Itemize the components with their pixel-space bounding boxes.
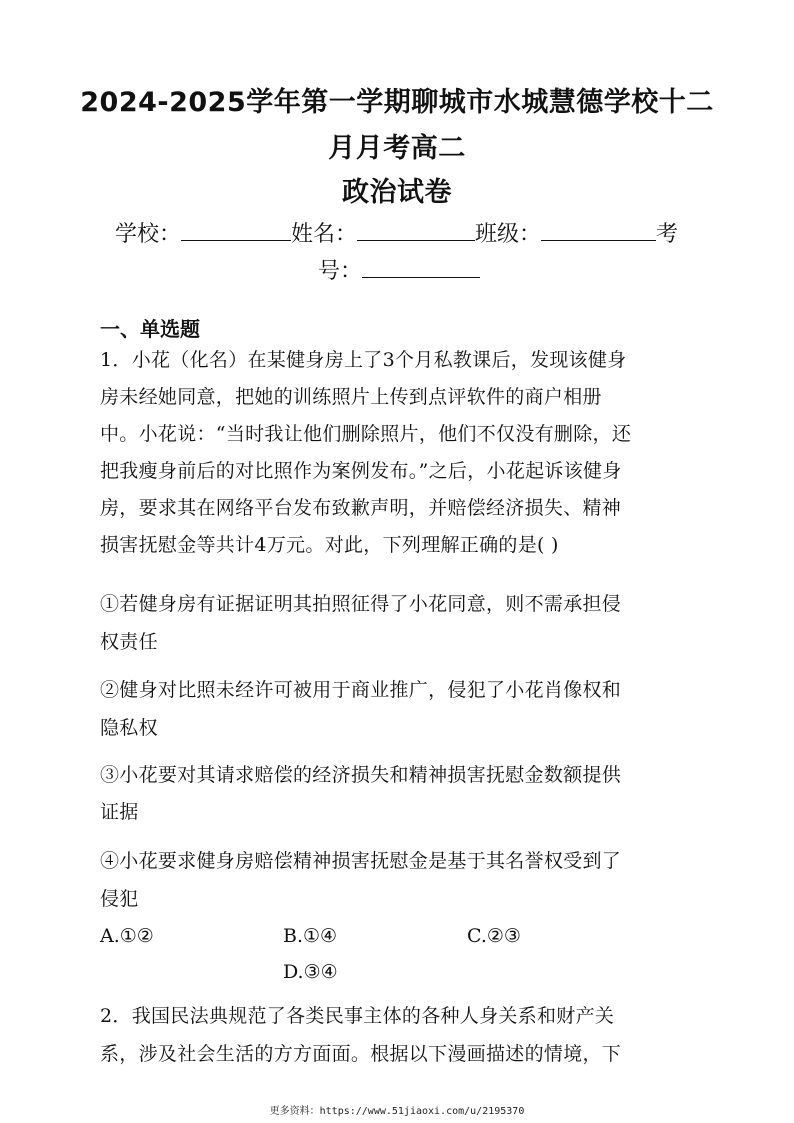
question-1-line: 损害抚慰金等共计4万元。对此，下列理解正确的是( ) (100, 534, 559, 556)
question-2-line: 系，涉及社会生活的方方面面。根据以下漫画描述的情境，下 (100, 1043, 622, 1065)
statement-2-line: ②健身对比照未经许可被用于商业推广，侵犯了小花肖像权和 (100, 679, 622, 701)
question-1-line: 把我瘦身前后的对比照作为案例发布。”之后，小花起诉该健身 (100, 460, 622, 482)
statement-2-line: 隐私权 (100, 717, 158, 739)
question-1-line: 中。小花说：“当时我让他们删除照片，他们不仅没有删除，还 (100, 423, 632, 445)
exam-subject-title: 政治试卷 (342, 177, 452, 208)
option-d[interactable]: D.③④ (283, 961, 338, 983)
section-title: 一、单选题 (100, 317, 200, 341)
footer-source-link[interactable]: 更多资料：https://www.51jiaoxi.com/u/2195370 (269, 1106, 525, 1117)
statement-3-line: 证据 (100, 801, 139, 823)
question-1-line: 房，要求其在网络平台发布致歉声明，并赔偿经济损失、精神 (100, 497, 622, 519)
option-c[interactable]: C.②③ (467, 925, 521, 947)
name-blank[interactable] (357, 220, 475, 241)
school-label: 学校： (115, 222, 182, 247)
statement-1-line: ①若健身房有证据证明其拍照征得了小花同意，则不需承担侵 (100, 593, 622, 615)
name-label: 姓名： (291, 222, 358, 247)
exam-number-label-part1: 考 (656, 222, 679, 247)
exam-title-line-1: 2024-2025学年第一学期聊城市水城慧德学校十二 (80, 87, 714, 118)
question-2-line: 2．我国民法典规范了各类民事主体的各种人身关系和财产关 (100, 1005, 615, 1027)
question-1-line: 房未经她同意，把她的训练照片上传到点评软件的商户相册 (100, 386, 602, 408)
statement-4-line: ④小花要求健身房赔偿精神损害抚慰金是基于其名誉权受到了 (100, 850, 622, 872)
statement-4-line: 侵犯 (100, 888, 139, 910)
option-b[interactable]: B.①④ (283, 925, 338, 947)
student-info-row-2 (318, 254, 480, 285)
statement-3-line: ③小花要对其请求赔偿的经济损失和精神损害抚慰金数额提供 (100, 764, 622, 786)
question-1-line: 1．小花（化名）在某健身房上了3个月私教课后，发现该健身 (100, 349, 627, 371)
option-a[interactable]: A.①② (100, 925, 154, 947)
statement-1-line: 权责任 (100, 631, 158, 653)
school-blank[interactable] (181, 220, 291, 241)
exam-title-line-2: 月月考高二 (328, 133, 466, 164)
exam-number-label-part2: 号： (318, 259, 363, 284)
class-label: 班级： (475, 222, 542, 247)
student-info-row (115, 217, 678, 248)
class-blank[interactable] (541, 220, 656, 241)
exam-number-blank[interactable] (362, 257, 480, 278)
